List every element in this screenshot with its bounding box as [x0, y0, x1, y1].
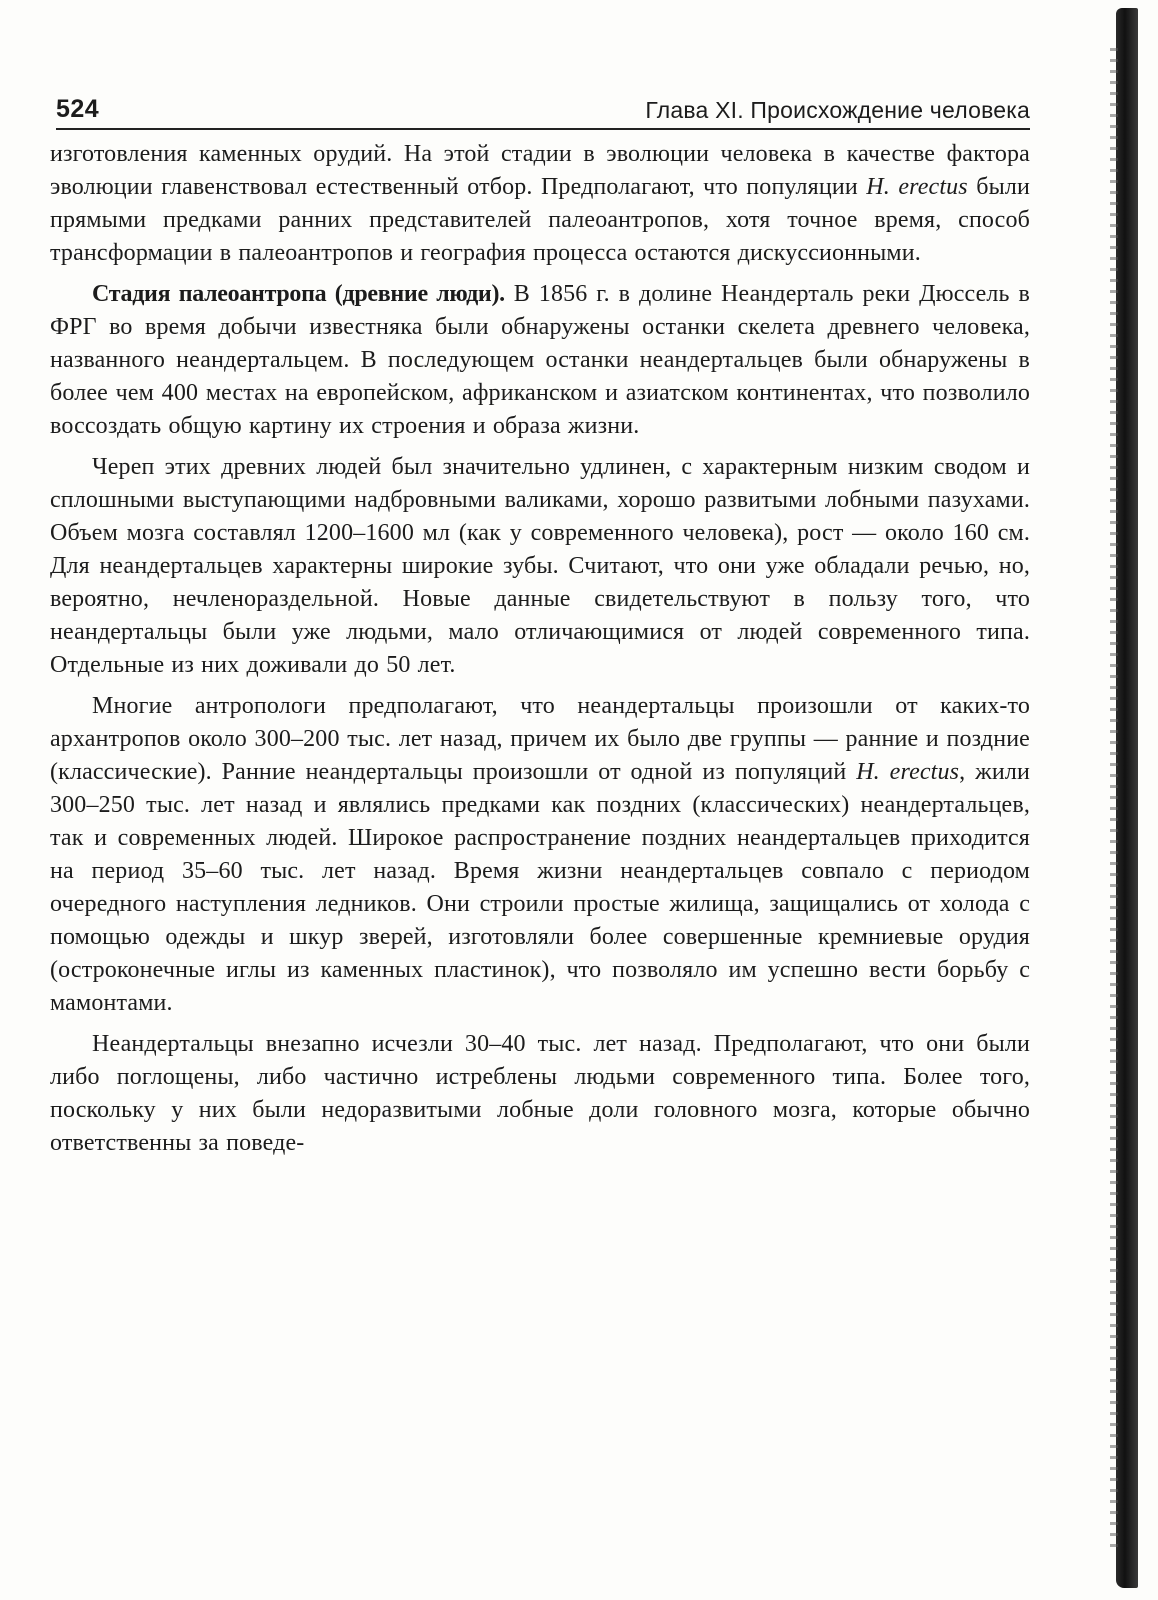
paragraph-1-text-c: были прямыми предками ранних представителей палеоантропов, хотя точное время, способ трансформации в палеоантропов и география процесса остаются дискуссионными. — [50, 174, 1031, 266]
section-heading: Стадия палеоантропа (древние люди). — [92, 281, 505, 307]
page-number: 524 — [56, 95, 100, 123]
paragraph-1-text-a: изготовления каменных орудий. На этой стадии в эволюции человека в качестве фактора эволюции главенствовал естественный отбор. Предполагают, что популяции — [50, 141, 1030, 200]
paragraph-1 — [50, 138, 1030, 270]
species-name: H. erectus — [856, 759, 960, 785]
running-head: Глава XI. Происхождение человека — [645, 97, 1030, 123]
paragraph-2-text: В 1856 г. в долине Неандерталь реки Дюссель в ФРГ во время добычи известняка были обнаружены останки скелета древнего человека, названного неандертальцем. В последующем останки неандертальцев были обнаружены в более чем 400 местах на европейском, африканском и азиатском континентах, что позволило воссоздать общую картину их строения и образа жизни. — [50, 281, 1031, 439]
paragraph-4-text-a: Многие антропологи предполагают, что неандертальцы произошли от каких-то архантропов около 300–200 тыс. лет назад, причем их было две группы — ранние и поздние (классические). Ранние неандертальцы произошли от одной из популяций — [50, 693, 1030, 785]
page-body — [50, 138, 1030, 1168]
paragraph-3: Череп этих древних людей был значительно удлинен, с характерным низким сводом и сплошными выступающими надбровными валиками, хорошо развитыми лобными пазухами. Объем мозга составлял 1200–1600 мл (как у современного человека), рост — около 160 см. Для неандертальцев характерны широкие зубы. Считают, что они уже обладали речью, но, вероятно, нечленораздельной. Новые данные свидетельствуют в пользу того, что неандертальцы были уже людьми, мало отличающимися от людей современного типа. Отдельные из них доживали до 50 лет. — [50, 454, 1030, 678]
paragraph-2 — [50, 278, 1030, 443]
paragraph-5: Неандертальцы внезапно исчезли 30–40 тыс. лет назад. Предполагают, что они были либо поглощены, либо частично истреблены людьми современного типа. Более того, поскольку у них были недоразвитыми лобные доли головного мозга, которые обычно ответственны за поведе- — [50, 1031, 1030, 1156]
paragraph-4 — [50, 690, 1030, 1020]
species-name: H. erectus — [866, 174, 968, 200]
page-header — [56, 88, 1030, 130]
scan-binding-edge — [1116, 8, 1138, 1588]
paragraph-4-text-c: , жили 300–250 тыс. лет назад и являлись предками как поздних (классических) неандертальцев, так и современных людей. Широкое распространение поздних неандертальцев приходится на период 35–60 тыс. лет назад. Время жизни неандертальцев совпало с периодом очередного наступления ледников. Они строили простые жилища, защищались от холода с помощью одежды и шкур зверей, изготовляли более совершенные кремниевые орудия (остроконечные иглы из каменных пластинок), что позволяло им успешно вести борьбу с мамонтами. — [50, 759, 1030, 1016]
